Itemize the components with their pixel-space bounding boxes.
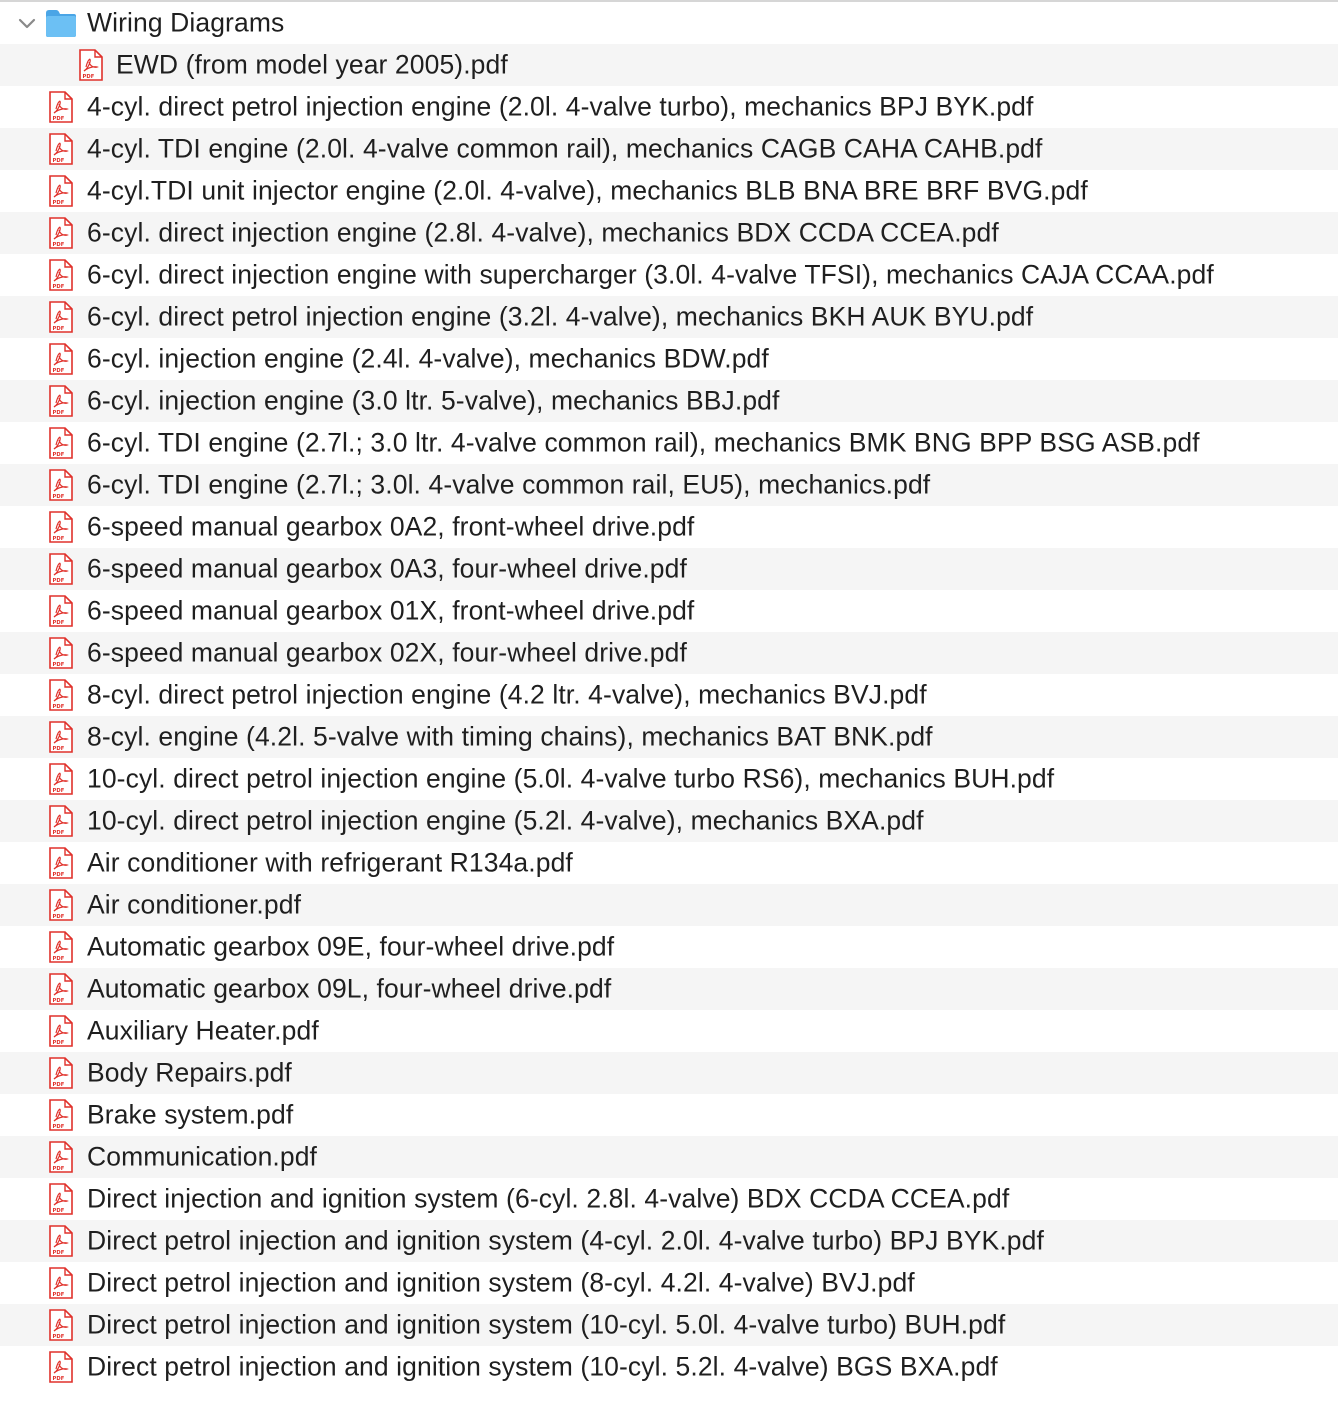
pdf-file-icon [48,805,74,837]
file-row[interactable] [0,1178,1338,1220]
svg-text:PDF: PDF [52,662,65,668]
file-row[interactable] [0,548,1338,590]
pdf-file-icon [48,427,74,459]
svg-text:PDF: PDF [52,578,65,584]
file-name: 6-speed manual gearbox 0A3, four-wheel drive.pdf [87,553,687,584]
pdf-file-icon [48,973,74,1005]
svg-text:PDF: PDF [52,410,65,416]
folder-row-wiring-diagrams[interactable] [0,2,1338,44]
file-name: EWD (from model year 2005).pdf [116,49,508,80]
pdf-file-icon [48,511,74,543]
svg-text:PDF: PDF [52,746,65,752]
file-row[interactable] [0,1010,1338,1052]
pdf-file-icon [48,721,74,753]
svg-text:PDF: PDF [52,1166,65,1172]
pdf-file-icon [48,175,74,207]
file-name: 6-cyl. direct injection engine (2.8l. 4-valve), mechanics BDX CCDA CCEA.pdf [87,217,999,248]
file-name: 8-cyl. direct petrol injection engine (4.2 ltr. 4-valve), mechanics BVJ.pdf [87,679,927,710]
file-name: 6-speed manual gearbox 0A2, front-wheel drive.pdf [87,511,695,542]
file-name: 8-cyl. engine (4.2l. 5-valve with timing chains), mechanics BAT BNK.pdf [87,721,933,752]
file-name: 6-speed manual gearbox 01X, front-wheel drive.pdf [87,595,695,626]
svg-text:PDF: PDF [52,998,65,1004]
pdf-file-icon [48,1351,74,1383]
file-row[interactable] [0,380,1338,422]
file-name: Direct petrol injection and ignition system (10-cyl. 5.0l. 4-valve turbo) BUH.pdf [87,1309,1006,1340]
chevron-down-icon[interactable] [17,14,37,34]
svg-text:PDF: PDF [52,704,65,710]
file-row[interactable] [0,1262,1338,1304]
pdf-file-icon [48,343,74,375]
svg-text:PDF: PDF [52,872,65,878]
file-name: Body Repairs.pdf [87,1057,292,1088]
svg-text:PDF: PDF [52,1040,65,1046]
file-name: Air conditioner with refrigerant R134a.pdf [87,847,573,878]
file-name: Direct petrol injection and ignition system (4-cyl. 2.0l. 4-valve turbo) BPJ BYK.pdf [87,1225,1044,1256]
svg-text:PDF: PDF [52,452,65,458]
pdf-file-icon [48,1099,74,1131]
pdf-file-icon [48,889,74,921]
pdf-file-icon [48,259,74,291]
svg-text:PDF: PDF [82,74,95,80]
svg-text:PDF: PDF [52,536,65,542]
svg-text:PDF: PDF [52,788,65,794]
file-row[interactable] [0,632,1338,674]
pdf-file-icon [48,217,74,249]
file-name: Direct petrol injection and ignition system (10-cyl. 5.2l. 4-valve) BGS BXA.pdf [87,1351,998,1382]
pdf-file-icon [48,1183,74,1215]
file-name: 6-cyl. direct injection engine with supercharger (3.0l. 4-valve TFSI), mechanics CAJA CCAA.pdf [87,259,1214,290]
folder-icon [44,8,78,38]
file-name: 6-cyl. TDI engine (2.7l.; 3.0 ltr. 4-valve common rail), mechanics BMK BNG BPP BSG ASB.pdf [87,427,1200,458]
pdf-file-icon [48,931,74,963]
svg-text:PDF: PDF [52,158,65,164]
pdf-file-icon [48,637,74,669]
file-row[interactable] [0,926,1338,968]
svg-text:PDF: PDF [52,242,65,248]
file-row[interactable] [0,506,1338,548]
file-row[interactable] [0,1346,1338,1388]
file-row[interactable] [0,1136,1338,1178]
file-name: Brake system.pdf [87,1099,294,1130]
file-row[interactable] [0,1220,1338,1262]
pdf-file-icon [48,1309,74,1341]
pdf-file-icon [48,1015,74,1047]
file-row[interactable] [0,212,1338,254]
file-name: 6-cyl. TDI engine (2.7l.; 3.0l. 4-valve common rail, EU5), mechanics.pdf [87,469,931,500]
svg-text:PDF: PDF [52,368,65,374]
svg-text:PDF: PDF [52,1208,65,1214]
file-name: Direct injection and ignition system (6-cyl. 2.8l. 4-valve) BDX CCDA CCEA.pdf [87,1183,1010,1214]
file-row[interactable] [0,1052,1338,1094]
svg-text:PDF: PDF [52,620,65,626]
svg-text:PDF: PDF [52,326,65,332]
file-row[interactable] [0,338,1338,380]
file-name: 6-cyl. injection engine (3.0 ltr. 5-valve), mechanics BBJ.pdf [87,385,780,416]
pdf-file-icon [48,385,74,417]
pdf-file-icon [48,1141,74,1173]
file-row[interactable] [0,674,1338,716]
file-row[interactable] [0,296,1338,338]
file-name: 6-cyl. direct petrol injection engine (3.2l. 4-valve), mechanics BKH AUK BYU.pdf [87,301,1034,332]
file-name: 4-cyl. TDI engine (2.0l. 4-valve common rail), mechanics CAGB CAHA CAHB.pdf [87,133,1043,164]
file-row[interactable] [0,128,1338,170]
file-name: 4-cyl.TDI unit injector engine (2.0l. 4-valve), mechanics BLB BNA BRE BRF BVG.pdf [87,175,1088,206]
file-name: 6-speed manual gearbox 02X, four-wheel drive.pdf [87,637,687,668]
pdf-file-icon [48,763,74,795]
file-name: 10-cyl. direct petrol injection engine (5.0l. 4-valve turbo RS6), mechanics BUH.pdf [87,763,1055,794]
folder-child-row[interactable] [0,44,1338,86]
file-row[interactable] [0,1304,1338,1346]
file-row[interactable] [0,968,1338,1010]
svg-text:PDF: PDF [52,1292,65,1298]
file-row[interactable] [0,842,1338,884]
file-name: Automatic gearbox 09L, four-wheel drive.pdf [87,973,612,1004]
pdf-file-icon [48,1057,74,1089]
pdf-file-icon [48,553,74,585]
file-row[interactable] [0,800,1338,842]
file-row[interactable] [0,464,1338,506]
file-name: Auxiliary Heater.pdf [87,1015,319,1046]
file-name: Direct petrol injection and ignition system (8-cyl. 4.2l. 4-valve) BVJ.pdf [87,1267,915,1298]
pdf-file-icon [48,595,74,627]
pdf-file-icon [48,133,74,165]
file-name: 4-cyl. direct petrol injection engine (2.0l. 4-valve turbo), mechanics BPJ BYK.pdf [87,91,1034,122]
file-name: Communication.pdf [87,1141,318,1172]
svg-text:PDF: PDF [52,914,65,920]
svg-text:PDF: PDF [52,1250,65,1256]
pdf-file-icon [48,91,74,123]
file-row[interactable] [0,884,1338,926]
file-name: Air conditioner.pdf [87,889,302,920]
pdf-file-icon [48,301,74,333]
svg-text:PDF: PDF [52,116,65,122]
svg-text:PDF: PDF [52,956,65,962]
svg-text:PDF: PDF [52,284,65,290]
svg-text:PDF: PDF [52,1334,65,1340]
pdf-file-icon [48,469,74,501]
svg-text:PDF: PDF [52,200,65,206]
file-row[interactable] [0,254,1338,296]
pdf-file-icon [78,49,104,81]
file-row[interactable] [0,716,1338,758]
svg-text:PDF: PDF [52,1376,65,1382]
pdf-file-icon [48,847,74,879]
pdf-file-icon [48,1267,74,1299]
pdf-file-icon [48,679,74,711]
svg-text:PDF: PDF [52,1082,65,1088]
file-list [0,2,1338,1388]
file-row[interactable] [0,86,1338,128]
svg-text:PDF: PDF [52,830,65,836]
file-row[interactable] [0,590,1338,632]
file-row[interactable] [0,758,1338,800]
pdf-file-icon [48,1225,74,1257]
file-name: 6-cyl. injection engine (2.4l. 4-valve), mechanics BDW.pdf [87,343,769,374]
file-name: Automatic gearbox 09E, four-wheel drive.pdf [87,931,615,962]
svg-text:PDF: PDF [52,494,65,500]
folder-name: Wiring Diagrams [87,7,285,38]
file-row[interactable] [0,170,1338,212]
file-row[interactable] [0,1094,1338,1136]
svg-text:PDF: PDF [52,1124,65,1130]
file-name: 10-cyl. direct petrol injection engine (5.2l. 4-valve), mechanics BXA.pdf [87,805,924,836]
file-row[interactable] [0,422,1338,464]
